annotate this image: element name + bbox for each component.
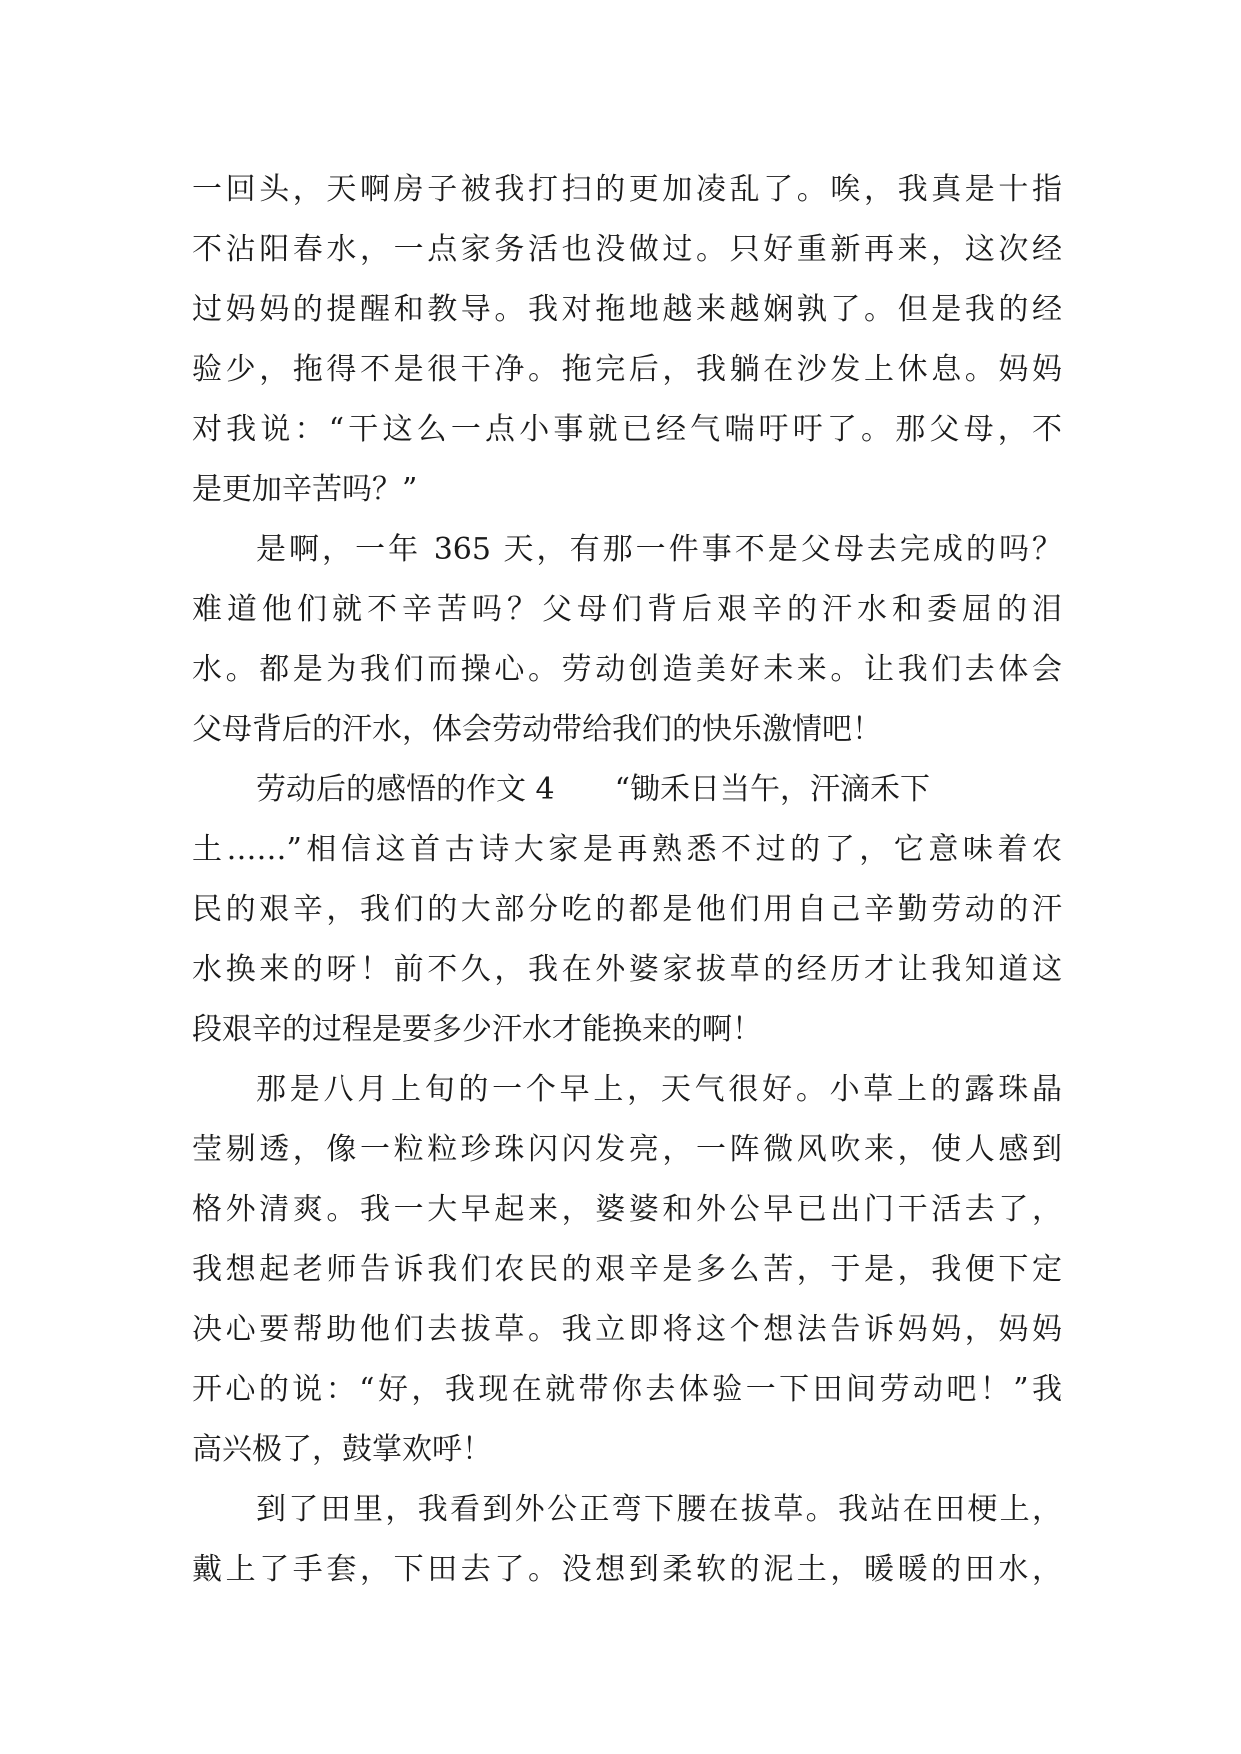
text-line: 我想起老师告诉我们农民的艰辛是多么苦，于是，我便下定 bbox=[192, 1252, 1062, 1287]
text-line: 戴上了手套，下田去了。没想到柔软的泥土，暖暖的田水， bbox=[192, 1552, 1062, 1587]
text-line: 是更加辛苦吗？” bbox=[192, 472, 418, 507]
text-line: 格外清爽。我一大早起来，婆婆和外公早已出门干活去了， bbox=[192, 1192, 1062, 1227]
text-line: 土……”相信这首古诗大家是再熟悉不过的了，它意味着农 bbox=[192, 832, 1062, 867]
section-heading-line: 劳动后的感悟的作文 4 “锄禾日当午，汗滴禾下 bbox=[256, 772, 930, 807]
text-line: 段艰辛的过程是要多少汗水才能换来的啊！ bbox=[192, 1012, 762, 1047]
text-line: 过妈妈的提醒和教导。我对拖地越来越娴孰了。但是我的经 bbox=[192, 292, 1062, 327]
text-line: 那是八月上旬的一个早上，天气很好。小草上的露珠晶 bbox=[256, 1072, 1062, 1107]
text-line: 水。都是为我们而操心。劳动创造美好未来。让我们去体会 bbox=[192, 652, 1062, 687]
text-line: 难道他们就不辛苦吗？父母们背后艰辛的汗水和委屈的泪 bbox=[192, 592, 1062, 627]
text-line: 民的艰辛，我们的大部分吃的都是他们用自己辛勤劳动的汗 bbox=[192, 892, 1062, 927]
text-line: 莹剔透，像一粒粒珍珠闪闪发亮，一阵微风吹来，使人感到 bbox=[192, 1132, 1062, 1167]
text-line: 一回头，天啊房子被我打扫的更加凌乱了。唉，我真是十指 bbox=[192, 172, 1062, 207]
text-line: 是啊，一年 365 天，有那一件事不是父母去完成的吗？ bbox=[256, 532, 1062, 567]
text-line: 高兴极了，鼓掌欢呼！ bbox=[192, 1432, 492, 1467]
text-line: 验少，拖得不是很干净。拖完后，我躺在沙发上休息。妈妈 bbox=[192, 352, 1062, 387]
text-line: 到了田里，我看到外公正弯下腰在拔草。我站在田梗上， bbox=[256, 1492, 1062, 1527]
text-line: 决心要帮助他们去拔草。我立即将这个想法告诉妈妈，妈妈 bbox=[192, 1312, 1062, 1347]
text-line: 父母背后的汗水，体会劳动带给我们的快乐激情吧！ bbox=[192, 712, 882, 747]
text-line: 水换来的呀！前不久，我在外婆家拔草的经历才让我知道这 bbox=[192, 952, 1062, 987]
body-text bbox=[192, 160, 1062, 1600]
text-line: 对我说：“干这么一点小事就已经气喘吁吁了。那父母，不 bbox=[192, 412, 1062, 447]
text-line: 开心的说：“好，我现在就带你去体验一下田间劳动吧！”我 bbox=[192, 1372, 1062, 1407]
text-line: 不沾阳春水，一点家务活也没做过。只好重新再来，这次经 bbox=[192, 232, 1062, 267]
